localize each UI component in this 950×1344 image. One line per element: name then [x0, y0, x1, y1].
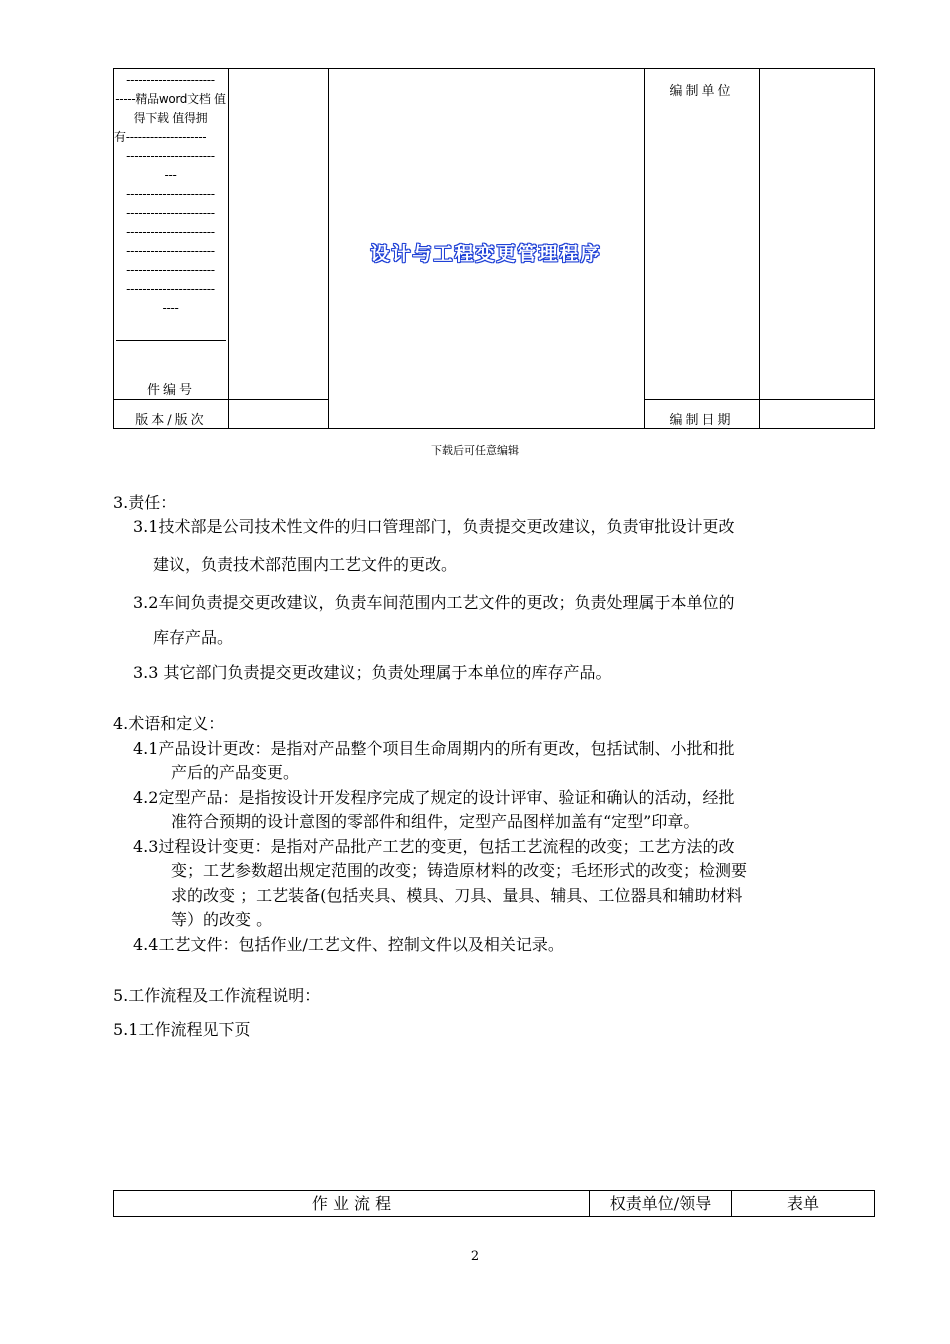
- paragraph-4-3: 4.3过程设计变更：是指对产品批产工艺的变更，包括工艺流程的改变；工艺方法的改: [133, 837, 735, 856]
- form-column-header: 表单: [786, 1194, 819, 1213]
- page-number: 2: [470, 1249, 480, 1264]
- header-table: [113, 68, 875, 429]
- watermark-line: ----------------------: [126, 149, 215, 163]
- paragraph-5-1: 5.1工作流程见下页: [113, 1020, 251, 1039]
- doc-number-label: 件编号: [146, 383, 195, 398]
- watermark-line: ----------------------: [126, 225, 215, 239]
- paragraph-4-2: 4.2定型产品：是指按设计开发程序完成了规定的设计评审、验证和确认的活动，经批: [133, 788, 735, 807]
- version-label: 版本/版次: [135, 413, 207, 428]
- watermark-line: ----------------------: [126, 187, 215, 201]
- watermark-line: ----------------------: [126, 263, 215, 277]
- paragraph-4-1: 4.1产品设计更改：是指对产品整个项目生命周期内的所有更改，包括试制、小批和批: [133, 739, 735, 758]
- watermark-line: ----: [162, 301, 179, 315]
- responsibility-column-header: 权责单位/领导: [609, 1194, 712, 1213]
- row-divider: [116, 340, 226, 341]
- paragraph-3-1: 3.1技术部是公司技术性文件的归口管理部门，负责提交更改建议，负责审批设计更改: [133, 517, 735, 536]
- document-title: 设计与工程变更管理程序: [370, 243, 602, 265]
- paragraph-3-2-cont: 库存产品。: [153, 628, 234, 647]
- paragraph-3-1-cont: 建议，负责技术部范围内工艺文件的更改。: [153, 555, 458, 574]
- paragraph-4-1-cont: 产后的产品变更。: [171, 763, 300, 782]
- watermark-line: 有--------------------: [114, 130, 207, 144]
- compile-unit-label: 编制单位: [669, 84, 734, 99]
- row-divider: [114, 399, 329, 400]
- paragraph-4-3-cont: 变；工艺参数超出规定范围的改变；铸造原材料的改变；毛坯形式的改变；检测要: [171, 861, 748, 880]
- watermark-line: -----精品word文档 值得下载 值得拥: [115, 92, 226, 125]
- section-5-heading: 5.工作流程及工作流程说明：: [113, 986, 321, 1005]
- watermark-line: ----------------------: [126, 282, 215, 296]
- column-divider: [228, 69, 229, 428]
- compile-date-label: 编制日期: [669, 413, 734, 428]
- paragraph-4-3-cont: 等）的改变 。: [171, 910, 273, 929]
- watermark-text-cell: [114, 71, 227, 318]
- section-3-heading: 3.责任：: [113, 493, 177, 512]
- watermark-line: ---: [164, 168, 177, 182]
- paragraph-3-3: 3.3 其它部门负责提交更改建议；负责处理属于本单位的库存产品。: [133, 663, 612, 682]
- column-divider: [644, 69, 645, 428]
- flow-column-header: 作 业 流 程: [311, 1194, 392, 1213]
- edit-note: 下载后可任意编辑: [431, 444, 519, 457]
- flow-table-header: [113, 1190, 875, 1217]
- paragraph-4-2-cont: 准符合预期的设计意图的零部件和组件，定型产品图样加盖有“定型”印章。: [171, 812, 700, 831]
- watermark-line: ----------------------: [126, 73, 215, 87]
- watermark-line: ----------------------: [126, 206, 215, 220]
- paragraph-4-3-cont: 求的改变 ；工艺装备(包括夹具、模具、刀具、量具、辅具、工位器具和辅助材料: [171, 886, 743, 905]
- column-divider: [759, 69, 760, 428]
- paragraph-3-2: 3.2车间负责提交更改建议，负责车间范围内工艺文件的更改；负责处理属于本单位的: [133, 593, 735, 612]
- paragraph-4-4: 4.4工艺文件：包括作业/工艺文件、控制文件以及相关记录。: [133, 935, 564, 954]
- watermark-line: ----------------------: [126, 244, 215, 258]
- row-divider: [644, 399, 875, 400]
- section-4-heading: 4.术语和定义：: [113, 714, 225, 733]
